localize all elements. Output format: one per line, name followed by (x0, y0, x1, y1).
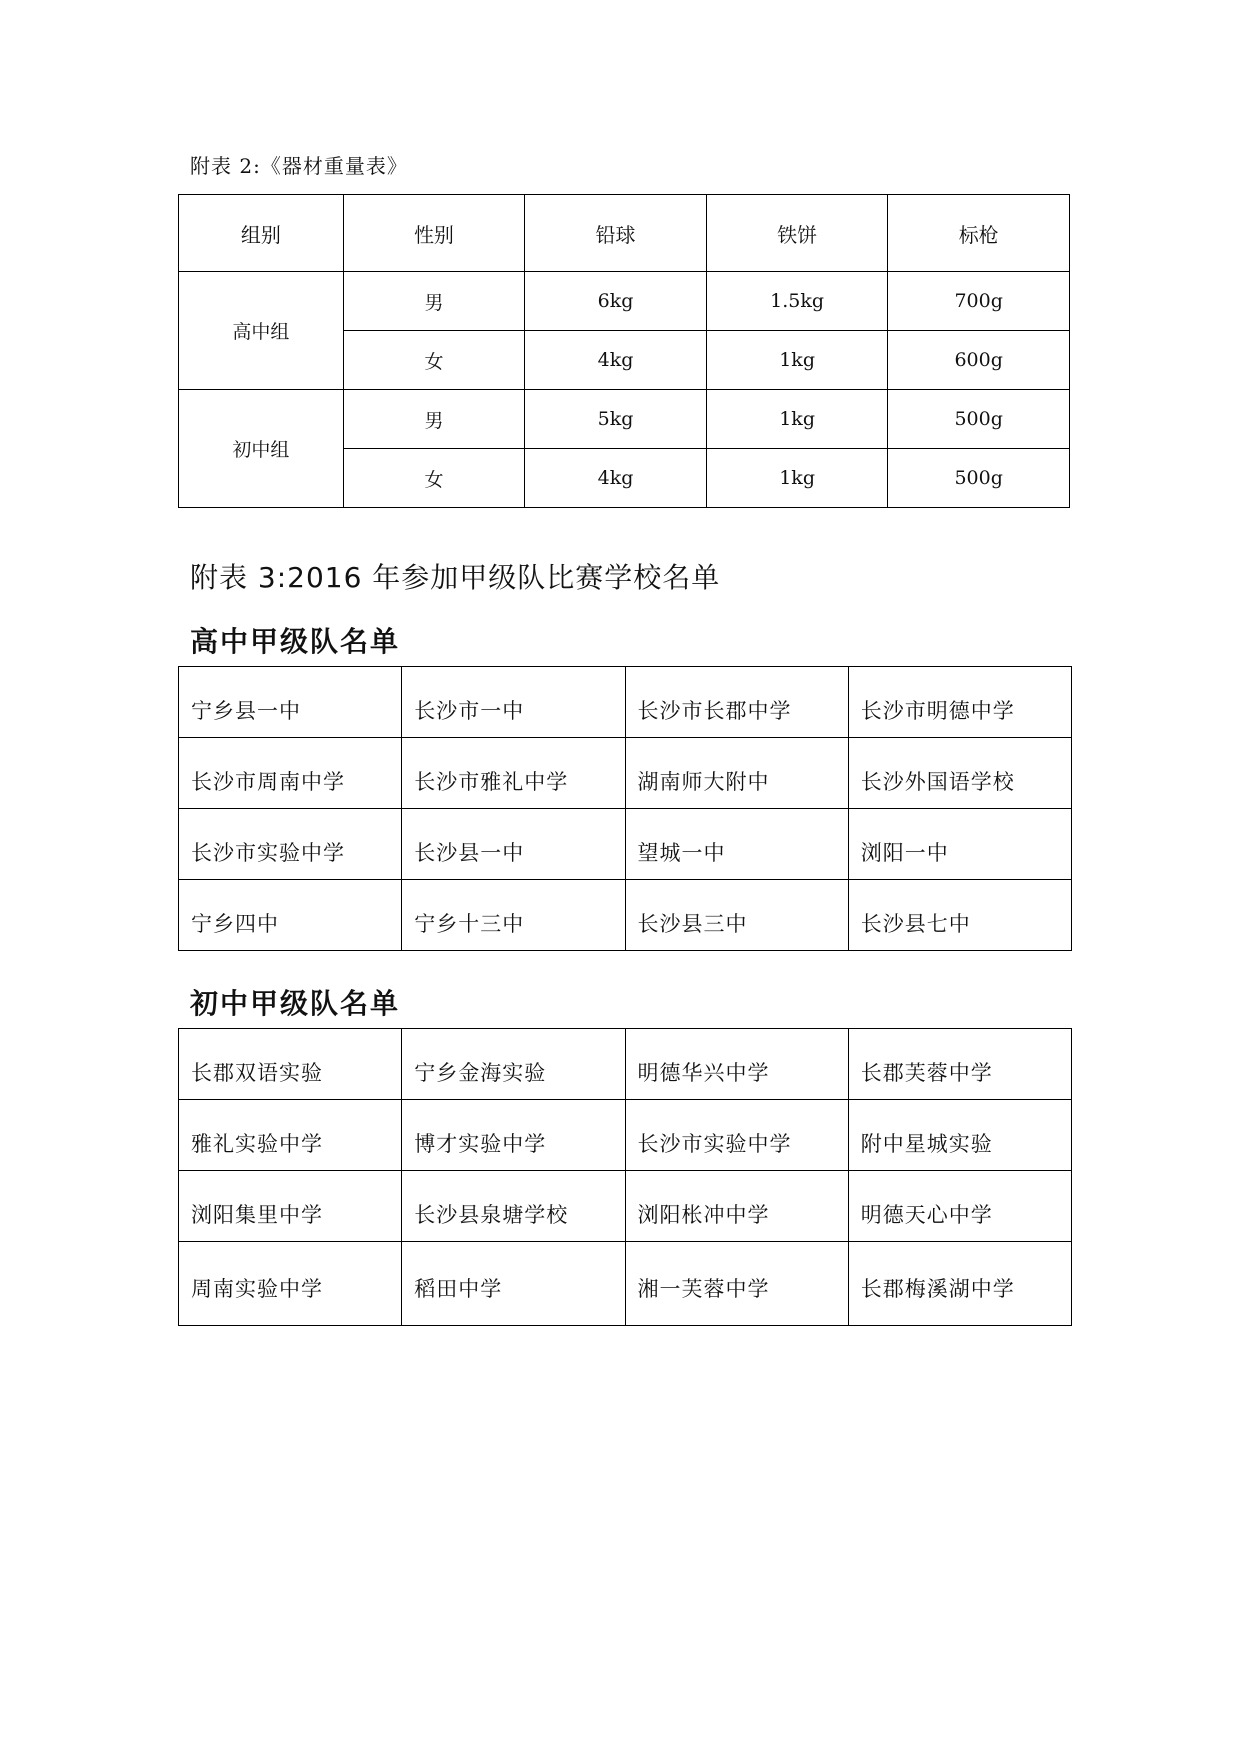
header-cell: 标枪 (888, 195, 1070, 272)
school-cell: 宁乡十三中 (402, 880, 625, 951)
table-row (179, 667, 1072, 738)
javelin-weight-cell: 500g (888, 449, 1070, 508)
table-row (179, 272, 1070, 331)
school-cell: 周南实验中学 (179, 1242, 402, 1326)
school-cell: 浏阳枨冲中学 (625, 1171, 848, 1242)
school-cell: 湖南师大附中 (625, 738, 848, 809)
senior-list-heading: 高中甲级队名单 (190, 625, 401, 658)
gender-cell: 女 (343, 331, 525, 390)
header-cell: 组别 (179, 195, 344, 272)
javelin-weight-cell: 500g (888, 390, 1070, 449)
school-cell: 长沙市一中 (402, 667, 625, 738)
javelin-weight-cell: 600g (888, 331, 1070, 390)
school-cell: 长沙市实验中学 (625, 1100, 848, 1171)
school-cell: 宁乡四中 (179, 880, 402, 951)
school-cell: 长沙外国语学校 (848, 738, 1071, 809)
weight-table-caption: 附表 2:《器材重量表》 (190, 154, 408, 178)
table-row (179, 809, 1072, 880)
school-cell: 长郡梅溪湖中学 (848, 1242, 1071, 1326)
junior-list-heading: 初中甲级队名单 (190, 987, 401, 1020)
table-row (179, 738, 1072, 809)
table-row (179, 880, 1072, 951)
header-cell: 铅球 (525, 195, 707, 272)
school-cell: 明德天心中学 (848, 1171, 1071, 1242)
shot-weight-cell: 5kg (525, 390, 707, 449)
school-cell: 长沙市周南中学 (179, 738, 402, 809)
school-cell: 雅礼实验中学 (179, 1100, 402, 1171)
school-cell: 湘一芙蓉中学 (625, 1242, 848, 1326)
discus-weight-cell: 1.5kg (706, 272, 888, 331)
school-cell: 长沙县泉塘学校 (402, 1171, 625, 1242)
table-header-row (179, 195, 1070, 272)
junior-school-table (178, 1028, 1072, 1326)
table-row (179, 1242, 1072, 1326)
table-row (179, 390, 1070, 449)
group-cell: 初中组 (179, 390, 344, 508)
discus-weight-cell: 1kg (706, 449, 888, 508)
table-row (179, 1029, 1072, 1100)
header-cell: 性别 (343, 195, 525, 272)
school-cell: 长沙县三中 (625, 880, 848, 951)
shot-weight-cell: 4kg (525, 449, 707, 508)
table-row (179, 1171, 1072, 1242)
gender-cell: 女 (343, 449, 525, 508)
school-cell: 宁乡县一中 (179, 667, 402, 738)
school-cell: 长沙县一中 (402, 809, 625, 880)
school-cell: 稻田中学 (402, 1242, 625, 1326)
school-cell: 长沙市实验中学 (179, 809, 402, 880)
group-cell: 高中组 (179, 272, 344, 390)
school-cell: 明德华兴中学 (625, 1029, 848, 1100)
school-cell: 长郡芙蓉中学 (848, 1029, 1071, 1100)
school-cell: 长沙市雅礼中学 (402, 738, 625, 809)
school-cell: 浏阳一中 (848, 809, 1071, 880)
table-row (179, 1100, 1072, 1171)
shot-weight-cell: 6kg (525, 272, 707, 331)
school-cell: 博才实验中学 (402, 1100, 625, 1171)
school-cell: 长沙县七中 (848, 880, 1071, 951)
school-cell: 附中星城实验 (848, 1100, 1071, 1171)
school-list-caption: 附表 3:2016 年参加甲级队比赛学校名单 (190, 561, 721, 594)
discus-weight-cell: 1kg (706, 331, 888, 390)
school-cell: 长郡双语实验 (179, 1029, 402, 1100)
school-cell: 宁乡金海实验 (402, 1029, 625, 1100)
senior-school-table (178, 666, 1072, 951)
shot-weight-cell: 4kg (525, 331, 707, 390)
gender-cell: 男 (343, 272, 525, 331)
school-cell: 长沙市明德中学 (848, 667, 1071, 738)
equipment-weight-table (178, 194, 1070, 508)
header-cell: 铁饼 (706, 195, 888, 272)
school-cell: 浏阳集里中学 (179, 1171, 402, 1242)
gender-cell: 男 (343, 390, 525, 449)
school-cell: 望城一中 (625, 809, 848, 880)
school-cell: 长沙市长郡中学 (625, 667, 848, 738)
discus-weight-cell: 1kg (706, 390, 888, 449)
javelin-weight-cell: 700g (888, 272, 1070, 331)
